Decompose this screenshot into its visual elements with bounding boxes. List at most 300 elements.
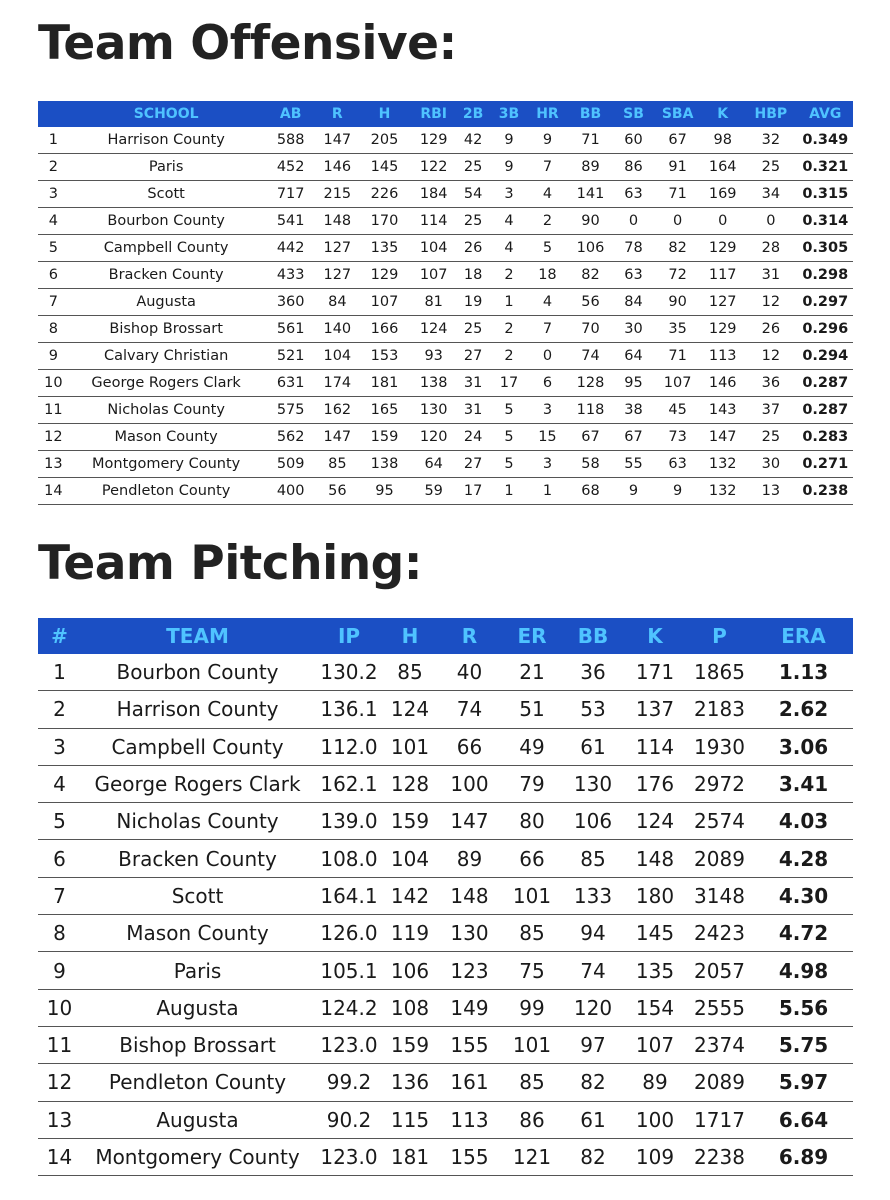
offense-cell: 0.296 xyxy=(798,316,853,343)
offense-cell: 120 xyxy=(412,424,455,451)
pitching-cell: 154 xyxy=(625,989,685,1026)
pitching-cell: 5.75 xyxy=(754,1026,853,1063)
offense-cell: 25 xyxy=(744,424,797,451)
offense-cell: Bourbon County xyxy=(69,208,264,235)
offense-header-cell: 3B xyxy=(491,101,527,127)
pitching-cell: 145 xyxy=(625,915,685,952)
offense-cell: 141 xyxy=(568,181,613,208)
offense-cell: 104 xyxy=(318,343,357,370)
offense-cell: 34 xyxy=(744,181,797,208)
table-row xyxy=(38,343,853,370)
offense-cell: 130 xyxy=(412,397,455,424)
pitching-cell: 123.0 xyxy=(314,1138,384,1175)
pitching-cell: 2089 xyxy=(685,840,754,877)
pitching-cell: George Rogers Clark xyxy=(81,765,314,802)
pitching-cell: 112.0 xyxy=(314,728,384,765)
offense-cell: 6 xyxy=(38,262,69,289)
pitching-header-cell: R xyxy=(436,618,503,654)
pitching-cell: 130 xyxy=(436,915,503,952)
offense-cell: 452 xyxy=(264,154,318,181)
offense-cell: 4 xyxy=(491,235,527,262)
pitching-cell: 126.0 xyxy=(314,915,384,952)
table-row xyxy=(38,451,853,478)
pitching-cell: 119 xyxy=(384,915,436,952)
offense-cell: 162 xyxy=(318,397,357,424)
offense-cell: 174 xyxy=(318,370,357,397)
offense-cell: 114 xyxy=(412,208,455,235)
table-row xyxy=(38,397,853,424)
offense-cell: 562 xyxy=(264,424,318,451)
offense-cell: 68 xyxy=(568,478,613,505)
offense-cell: 12 xyxy=(744,289,797,316)
pitching-cell: 137 xyxy=(625,691,685,728)
offense-cell: 27 xyxy=(455,451,491,478)
offense-cell: 1 xyxy=(491,289,527,316)
offense-cell: 0 xyxy=(744,208,797,235)
offense-cell: 91 xyxy=(654,154,701,181)
pitching-cell: Augusta xyxy=(81,989,314,1026)
pitching-cell: 108.0 xyxy=(314,840,384,877)
offense-cell: 153 xyxy=(357,343,412,370)
offense-cell: 35 xyxy=(654,316,701,343)
table-row xyxy=(38,877,853,914)
offense-header-cell: RBI xyxy=(412,101,455,127)
pitching-cell: 124 xyxy=(625,803,685,840)
offense-cell: Calvary Christian xyxy=(69,343,264,370)
offense-cell: 7 xyxy=(38,289,69,316)
offense-cell: 521 xyxy=(264,343,318,370)
offense-cell: 0.287 xyxy=(798,370,853,397)
pitching-cell: 5 xyxy=(38,803,81,840)
table-row xyxy=(38,765,853,802)
pitching-cell: 1717 xyxy=(685,1101,754,1138)
offense-cell: 5 xyxy=(491,424,527,451)
offense-cell: 64 xyxy=(613,343,654,370)
offense-header-cell: R xyxy=(318,101,357,127)
pitching-cell: 99.2 xyxy=(314,1064,384,1101)
pitching-cell: 124.2 xyxy=(314,989,384,1026)
pitching-cell: 121 xyxy=(503,1138,561,1175)
offense-cell: 45 xyxy=(654,397,701,424)
offense-cell: 146 xyxy=(701,370,744,397)
table-row xyxy=(38,424,853,451)
offense-cell: 84 xyxy=(318,289,357,316)
offense-cell: 36 xyxy=(744,370,797,397)
pitching-cell: 124 xyxy=(384,691,436,728)
offense-cell: 5 xyxy=(527,235,568,262)
pitching-cell: 135 xyxy=(625,952,685,989)
offense-cell: 12 xyxy=(744,343,797,370)
offense-cell: 18 xyxy=(455,262,491,289)
pitching-cell: 147 xyxy=(436,803,503,840)
offense-cell: 7 xyxy=(527,154,568,181)
offense-cell: 400 xyxy=(264,478,318,505)
offense-cell: 4 xyxy=(38,208,69,235)
pitching-cell: 123.0 xyxy=(314,1026,384,1063)
offense-cell: 5 xyxy=(38,235,69,262)
offense-cell: 18 xyxy=(527,262,568,289)
table-row xyxy=(38,181,853,208)
pitching-header-cell: TEAM xyxy=(81,618,314,654)
pitching-cell: 101 xyxy=(503,877,561,914)
pitching-cell: Bourbon County xyxy=(81,654,314,691)
pitching-cell: 97 xyxy=(561,1026,625,1063)
offense-cell: 25 xyxy=(455,154,491,181)
offense-cell: 2 xyxy=(527,208,568,235)
offense-cell: 128 xyxy=(568,370,613,397)
table-row xyxy=(38,1026,853,1063)
offense-cell: 9 xyxy=(613,478,654,505)
pitching-cell: Bishop Brossart xyxy=(81,1026,314,1063)
pitching-cell: 6.89 xyxy=(754,1138,853,1175)
offense-cell: 63 xyxy=(654,451,701,478)
pitching-cell: 148 xyxy=(436,877,503,914)
offense-cell: 67 xyxy=(568,424,613,451)
offense-cell: 127 xyxy=(318,235,357,262)
pitching-cell: 171 xyxy=(625,654,685,691)
offense-cell: 10 xyxy=(38,370,69,397)
offense-cell: 0.321 xyxy=(798,154,853,181)
offense-cell: 3 xyxy=(527,397,568,424)
offense-cell: 74 xyxy=(568,343,613,370)
pitching-header-cell: ER xyxy=(503,618,561,654)
table-row xyxy=(38,989,853,1026)
offense-cell: 442 xyxy=(264,235,318,262)
offense-cell: 27 xyxy=(455,343,491,370)
offense-header-cell: AVG xyxy=(798,101,853,127)
offense-cell: 14 xyxy=(38,478,69,505)
table-row xyxy=(38,154,853,181)
pitching-cell: 85 xyxy=(561,840,625,877)
pitching-cell: 109 xyxy=(625,1138,685,1175)
offense-cell: 12 xyxy=(38,424,69,451)
pitching-cell: 4.30 xyxy=(754,877,853,914)
pitching-cell: Mason County xyxy=(81,915,314,952)
offense-cell: 148 xyxy=(318,208,357,235)
offense-cell: 575 xyxy=(264,397,318,424)
offense-cell: 146 xyxy=(318,154,357,181)
offense-cell: 54 xyxy=(455,181,491,208)
offense-cell: Mason County xyxy=(69,424,264,451)
pitching-cell: 108 xyxy=(384,989,436,1026)
table-row xyxy=(38,654,853,691)
pitching-cell: 51 xyxy=(503,691,561,728)
pitching-cell: 120 xyxy=(561,989,625,1026)
offense-cell: 0.315 xyxy=(798,181,853,208)
offense-cell: 129 xyxy=(701,235,744,262)
pitching-cell: 66 xyxy=(436,728,503,765)
offense-header-cell: 2B xyxy=(455,101,491,127)
pitching-header-cell: BB xyxy=(561,618,625,654)
pitching-cell: 40 xyxy=(436,654,503,691)
table-row xyxy=(38,803,853,840)
pitching-cell: 107 xyxy=(625,1026,685,1063)
pitching-cell: 2183 xyxy=(685,691,754,728)
offense-cell: 0.297 xyxy=(798,289,853,316)
offense-cell: 73 xyxy=(654,424,701,451)
pitching-cell: 162.1 xyxy=(314,765,384,802)
offense-cell: 165 xyxy=(357,397,412,424)
table-row xyxy=(38,691,853,728)
offense-cell: 59 xyxy=(412,478,455,505)
pitching-cell: 136.1 xyxy=(314,691,384,728)
offense-cell: 30 xyxy=(744,451,797,478)
offense-cell: 64 xyxy=(412,451,455,478)
pitching-cell: 99 xyxy=(503,989,561,1026)
pitching-cell: 123 xyxy=(436,952,503,989)
pitching-cell: 100 xyxy=(625,1101,685,1138)
pitching-cell: Pendleton County xyxy=(81,1064,314,1101)
pitching-cell: 4 xyxy=(38,765,81,802)
offense-cell: 143 xyxy=(701,397,744,424)
pitching-header-cell: K xyxy=(625,618,685,654)
pitching-header-cell: # xyxy=(38,618,81,654)
offense-cell: 145 xyxy=(357,154,412,181)
offense-cell: 25 xyxy=(744,154,797,181)
offense-cell: 31 xyxy=(455,397,491,424)
offense-cell: 129 xyxy=(412,127,455,154)
offense-cell: Harrison County xyxy=(69,127,264,154)
offense-cell: 2 xyxy=(491,343,527,370)
offense-cell: 86 xyxy=(613,154,654,181)
offense-cell: 5 xyxy=(491,397,527,424)
pitching-cell: 2057 xyxy=(685,952,754,989)
offense-cell: 13 xyxy=(38,451,69,478)
pitching-cell: 1865 xyxy=(685,654,754,691)
offense-cell: 135 xyxy=(357,235,412,262)
pitching-cell: 2.62 xyxy=(754,691,853,728)
offense-cell: Montgomery County xyxy=(69,451,264,478)
offense-cell: 122 xyxy=(412,154,455,181)
offense-cell: 71 xyxy=(654,343,701,370)
pitching-cell: 4.28 xyxy=(754,840,853,877)
offense-cell: 55 xyxy=(613,451,654,478)
offense-cell: 26 xyxy=(455,235,491,262)
pitching-cell: 9 xyxy=(38,952,81,989)
pitching-cell: 2972 xyxy=(685,765,754,802)
offense-cell: 9 xyxy=(38,343,69,370)
offense-cell: 226 xyxy=(357,181,412,208)
offense-cell: 25 xyxy=(455,208,491,235)
offense-cell: 184 xyxy=(412,181,455,208)
offense-cell: 38 xyxy=(613,397,654,424)
table-row xyxy=(38,728,853,765)
offense-cell: 82 xyxy=(568,262,613,289)
offense-cell: 0 xyxy=(654,208,701,235)
offense-cell: 107 xyxy=(357,289,412,316)
offense-cell: 181 xyxy=(357,370,412,397)
pitching-cell: 1.13 xyxy=(754,654,853,691)
pitching-header-row xyxy=(38,618,853,654)
offense-cell: 0 xyxy=(701,208,744,235)
pitching-cell: 180 xyxy=(625,877,685,914)
pitching-cell: Nicholas County xyxy=(81,803,314,840)
offense-cell: 509 xyxy=(264,451,318,478)
offense-cell: 113 xyxy=(701,343,744,370)
offense-cell: 104 xyxy=(412,235,455,262)
offense-cell: 11 xyxy=(38,397,69,424)
table-row xyxy=(38,127,853,154)
pitching-cell: 6 xyxy=(38,840,81,877)
offense-cell: 67 xyxy=(654,127,701,154)
pitching-cell: 82 xyxy=(561,1138,625,1175)
pitching-cell: 130 xyxy=(561,765,625,802)
pitching-cell: 2423 xyxy=(685,915,754,952)
offense-header-cell: BB xyxy=(568,101,613,127)
offense-cell: 107 xyxy=(654,370,701,397)
pitching-cell: 139.0 xyxy=(314,803,384,840)
offense-cell: 205 xyxy=(357,127,412,154)
pitching-cell: 14 xyxy=(38,1138,81,1175)
pitching-cell: 85 xyxy=(503,1064,561,1101)
offense-cell: 9 xyxy=(491,154,527,181)
offense-cell: 360 xyxy=(264,289,318,316)
offense-cell: 84 xyxy=(613,289,654,316)
pitching-cell: 181 xyxy=(384,1138,436,1175)
offense-cell: 56 xyxy=(568,289,613,316)
pitching-cell: 159 xyxy=(384,1026,436,1063)
pitching-cell: 85 xyxy=(384,654,436,691)
offense-cell: Pendleton County xyxy=(69,478,264,505)
offense-body xyxy=(38,127,853,505)
offense-cell: 8 xyxy=(38,316,69,343)
table-row xyxy=(38,370,853,397)
pitching-cell: 4.03 xyxy=(754,803,853,840)
offense-cell: 82 xyxy=(654,235,701,262)
pitching-body xyxy=(38,654,853,1176)
pitching-cell: 89 xyxy=(625,1064,685,1101)
offense-cell: 2 xyxy=(38,154,69,181)
offense-cell: 2 xyxy=(491,316,527,343)
pitching-cell: 94 xyxy=(561,915,625,952)
offense-cell: 17 xyxy=(455,478,491,505)
offense-cell: 4 xyxy=(491,208,527,235)
offense-cell: 117 xyxy=(701,262,744,289)
pitching-cell: 3148 xyxy=(685,877,754,914)
offense-cell: 90 xyxy=(568,208,613,235)
pitching-header-cell: H xyxy=(384,618,436,654)
offense-cell: 107 xyxy=(412,262,455,289)
pitching-cell: 130.2 xyxy=(314,654,384,691)
pitching-cell: 176 xyxy=(625,765,685,802)
pitching-table xyxy=(38,618,853,1176)
offense-cell: 138 xyxy=(357,451,412,478)
offense-cell: 129 xyxy=(357,262,412,289)
offense-cell: 0 xyxy=(613,208,654,235)
pitching-cell: 155 xyxy=(436,1026,503,1063)
pitching-cell: 155 xyxy=(436,1138,503,1175)
offense-cell: Bracken County xyxy=(69,262,264,289)
offense-cell: 9 xyxy=(654,478,701,505)
offense-cell: 58 xyxy=(568,451,613,478)
offense-cell: 70 xyxy=(568,316,613,343)
pitching-cell: 113 xyxy=(436,1101,503,1138)
pitching-cell: 12 xyxy=(38,1064,81,1101)
table-row xyxy=(38,840,853,877)
pitching-cell: 13 xyxy=(38,1101,81,1138)
offense-cell: 32 xyxy=(744,127,797,154)
offense-cell: Bishop Brossart xyxy=(69,316,264,343)
pitching-cell: 90.2 xyxy=(314,1101,384,1138)
offense-cell: 147 xyxy=(701,424,744,451)
offense-cell: 9 xyxy=(527,127,568,154)
pitching-cell: 61 xyxy=(561,728,625,765)
pitching-cell: 74 xyxy=(436,691,503,728)
pitching-cell: 49 xyxy=(503,728,561,765)
offense-cell: 5 xyxy=(491,451,527,478)
pitching-cell: Campbell County xyxy=(81,728,314,765)
offense-cell: 85 xyxy=(318,451,357,478)
table-row xyxy=(38,235,853,262)
offense-cell: 89 xyxy=(568,154,613,181)
pitching-cell: 148 xyxy=(625,840,685,877)
offense-cell: 0.287 xyxy=(798,397,853,424)
offense-cell: 17 xyxy=(491,370,527,397)
offense-cell: 1 xyxy=(38,127,69,154)
offense-cell: Nicholas County xyxy=(69,397,264,424)
offense-cell: 93 xyxy=(412,343,455,370)
offense-cell: 63 xyxy=(613,181,654,208)
offense-cell: 0.314 xyxy=(798,208,853,235)
table-row xyxy=(38,1064,853,1101)
pitching-cell: 2555 xyxy=(685,989,754,1026)
pitching-cell: 82 xyxy=(561,1064,625,1101)
offense-header-cell: SB xyxy=(613,101,654,127)
pitching-cell: 74 xyxy=(561,952,625,989)
offense-cell: 1 xyxy=(491,478,527,505)
offense-title: Team Offensive: xyxy=(38,16,457,71)
pitching-cell: 7 xyxy=(38,877,81,914)
offense-cell: George Rogers Clark xyxy=(69,370,264,397)
offense-cell: 98 xyxy=(701,127,744,154)
offense-cell: 1 xyxy=(527,478,568,505)
offense-cell: 631 xyxy=(264,370,318,397)
pitching-cell: Paris xyxy=(81,952,314,989)
table-row xyxy=(38,262,853,289)
offense-cell: 71 xyxy=(654,181,701,208)
offense-cell: 561 xyxy=(264,316,318,343)
offense-cell: 147 xyxy=(318,424,357,451)
table-row xyxy=(38,1101,853,1138)
offense-cell: 26 xyxy=(744,316,797,343)
offense-cell: 132 xyxy=(701,451,744,478)
offense-cell: 95 xyxy=(357,478,412,505)
offense-cell: 132 xyxy=(701,478,744,505)
pitching-cell: 2238 xyxy=(685,1138,754,1175)
offense-cell: 6 xyxy=(527,370,568,397)
offense-cell: 588 xyxy=(264,127,318,154)
offense-cell: 541 xyxy=(264,208,318,235)
offense-cell: 129 xyxy=(701,316,744,343)
offense-cell: 0.294 xyxy=(798,343,853,370)
table-row xyxy=(38,289,853,316)
pitching-cell: 133 xyxy=(561,877,625,914)
offense-header-cell: HBP xyxy=(744,101,797,127)
pitching-cell: 164.1 xyxy=(314,877,384,914)
offense-cell: Scott xyxy=(69,181,264,208)
offense-cell: 0.305 xyxy=(798,235,853,262)
pitching-cell: 4.72 xyxy=(754,915,853,952)
pitching-cell: 11 xyxy=(38,1026,81,1063)
pitching-cell: 101 xyxy=(503,1026,561,1063)
pitching-cell: 104 xyxy=(384,840,436,877)
pitching-cell: 128 xyxy=(384,765,436,802)
offense-cell: 0.349 xyxy=(798,127,853,154)
pitching-cell: 3.06 xyxy=(754,728,853,765)
pitching-cell: 5.56 xyxy=(754,989,853,1026)
pitching-cell: Augusta xyxy=(81,1101,314,1138)
offense-cell: 42 xyxy=(455,127,491,154)
